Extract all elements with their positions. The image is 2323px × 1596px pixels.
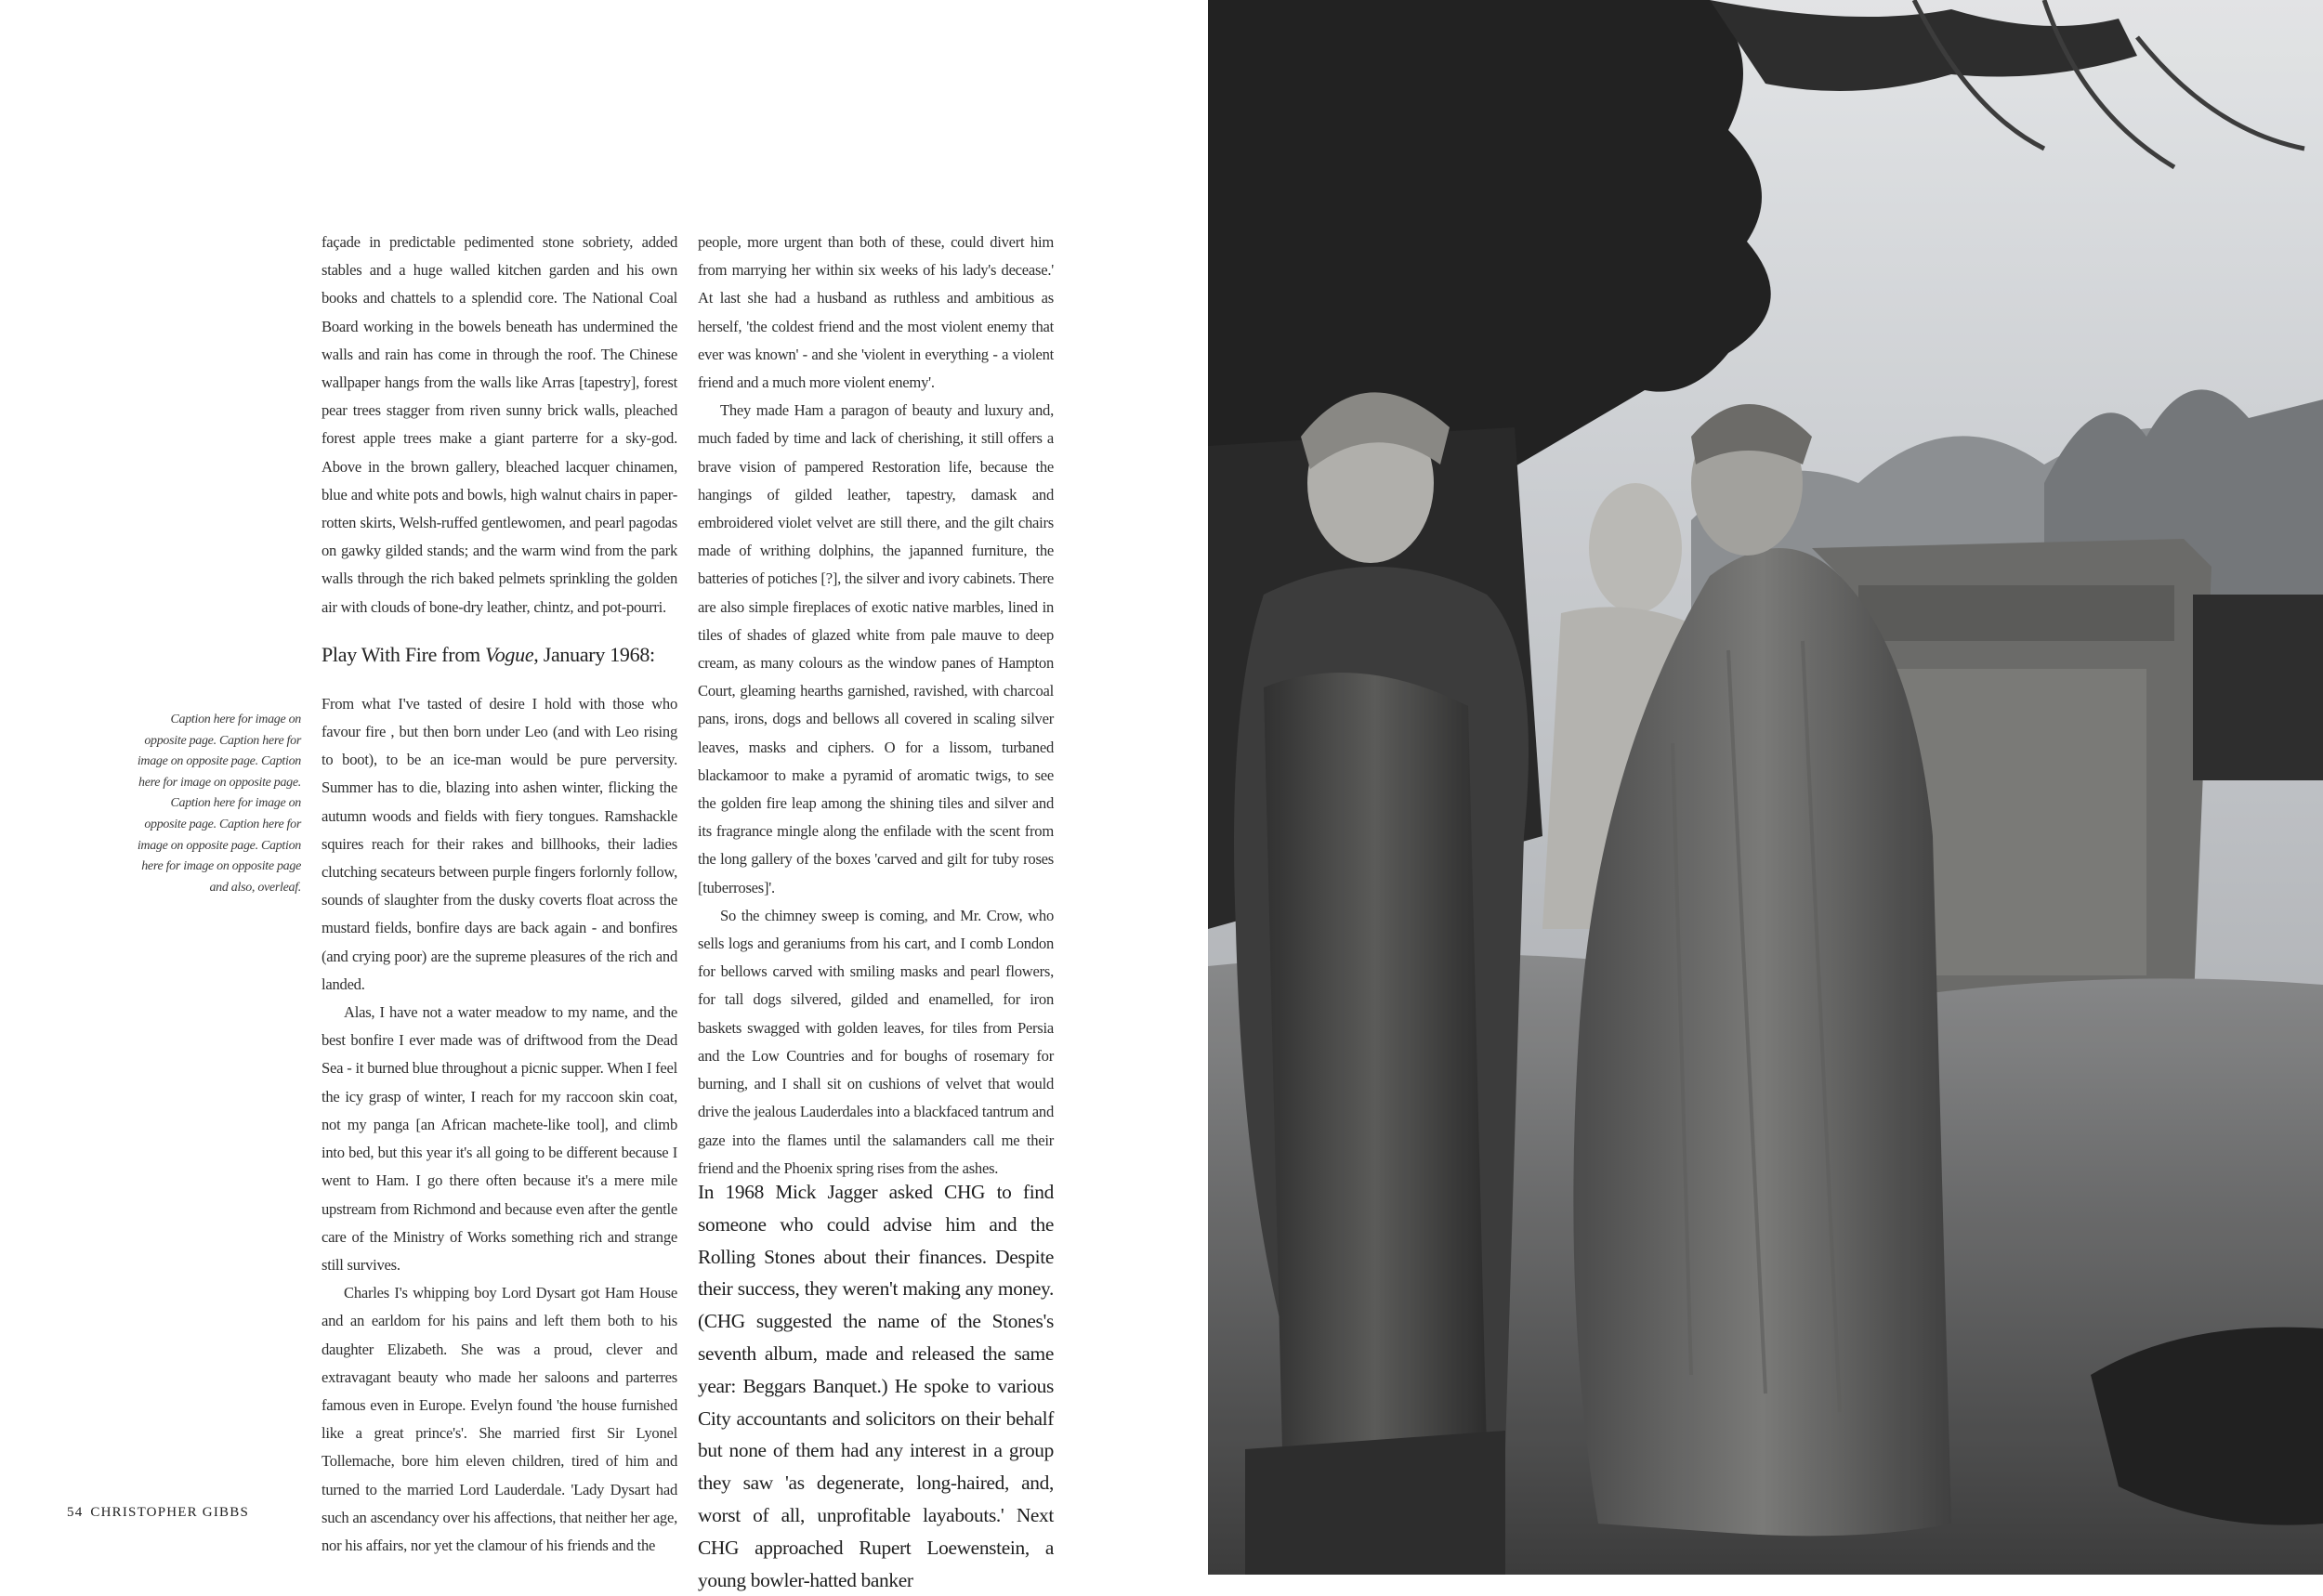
- body-paragraph: Charles I's whipping boy Lord Dysart got Ham House and an earldom for his pains and left them both to his daughter Elizabeth. She was a proud, clever and extravagant beauty who made her saloons and parterres famous even in Europe. Evelyn found 'the house furnished like a great prince's'. She married first Sir Lyonel Tollemache, bore him eleven children, tired of him and turned to the married Lord Lauderdale. 'Lady Dysart had such an ascendancy over his affections, that neither her age, nor his affairs, nor yet the clamour of his friends and the: [322, 1284, 677, 1554]
- black-and-white-photograph-icon: [1208, 0, 2323, 1575]
- running-head: CHRISTOPHER GIBBS: [90, 1505, 249, 1520]
- text-column-left: [322, 229, 677, 1560]
- subhead-italic: Vogue: [485, 642, 534, 666]
- body-paragraph: They made Ham a paragon of beauty and luxury and, much faded by time and lack of cherishing, it still offers a brave vision of pampered Restoration life, because the hangings of gilded leather, tapestry, damask and embroidered violet velvet are still there, and the gilt chairs made of writhing dolphins, the japanned furniture, the batteries of potiches [?], the silver and ivory cabinets. There are also simple fireplaces of exotic native marbles, lined in tiles of shades of glazed white from pale mauve to deep cream, as many colours as the window panes of Hampton Court, gleaming hearths garnished, ravished, with charcoal pans, irons, dogs and bellows all covered in scaling silver leaves, masks and ciphers. O for a lissom, turbaned blackamoor to make a pyramid of aromatic twigs, to see the golden fire leap among the shining tiles and silver and its fragrance mingle along the enfilade with the scent from the long gallery of the boxes 'carved and gilt for tuby roses [tuberroses]'.: [698, 401, 1054, 896]
- subhead-prefix: Play With Fire from: [322, 642, 486, 666]
- text-column-right: [698, 229, 1054, 1183]
- section-subhead: [322, 642, 677, 668]
- subhead-suffix: , January 1968:: [533, 642, 655, 666]
- lead-paragraph: In 1968 Mick Jagger asked CHG to find someone who could advise him and the Rolling Stones about their finances. Despite their success, they weren't making any money. (CHG suggested the name of the Stones's seventh album, made and released the same year: Beggars Banquet.) He spoke to various City accountants and solicitors on their behalf but none of them had any interest in a group they saw 'as degenerate, long-haired, and, worst of all, unprofitable layabouts.' Next CHG approached Rupert Loewenstein, a young bowler-hatted banker: [698, 1181, 1054, 1591]
- image-caption: Caption here for image on opposite page. Caption here for image on opposite page. Caption here for image on opposite page. Caption here for image on opposite page. Caption here for image on opposite page. Caption here for image on opposite page and also, overleaf.: [137, 713, 301, 895]
- body-paragraph: façade in predictable pedimented stone sobriety, added stables and a huge walled kitchen garden and his own books and chattels to a splendid core. The National Coal Board working in the bowels beneath has undermined the walls and rain has come in through the roof. The Chinese wallpaper hangs from the walls like Arras [tapestry], forest pear trees stagger from riven sunny brick walls, pleached forest apple trees make a giant parterre for a sky-god. Above in the brown gallery, bleached lacquer chinamen, blue and white pots and bowls, high walnut chairs in paper-rotten skirts, Welsh-ruffed gentlewomen, and pearl pagodas on gawky gilded stands; and the warm wind from the park walls through the rich baked pelmets sprinkling the golden air with clouds of bone-dry leather, chintz, and pot-pourri.: [322, 233, 677, 616]
- photograph: [1208, 0, 2323, 1575]
- body-paragraph: people, more urgent than both of these, could divert him from marrying her within six weeks of his lady's decease.' At last she had a husband as ruthless and ambitious as herself, 'the coldest friend and the most violent enemy that ever was known' - and she 'violent in everything - a violent friend and a much more violent enemy'.: [698, 233, 1054, 392]
- body-paragraph: So the chimney sweep is coming, and Mr. Crow, who sells logs and geraniums from his cart, and I comb London for bellows carved with smiling masks and pearl flowers, for tall dogs silvered, gilded and enamelled, for iron baskets swagged with golden leaves, for tiles from Persia and the Low Countries and for boughs of rosemary for burning, and I shall sit on cushions of velvet that would drive the jealous Lauderdales into a blackfaced tantrum and gaze into the flames until the salamanders call me their friend and the Phoenix spring rises from the ashes.: [698, 906, 1054, 1177]
- page-number: 54: [67, 1505, 84, 1520]
- folio: [67, 1505, 249, 1521]
- body-paragraph: Alas, I have not a water meadow to my name, and the best bonfire I ever made was of driftwood from the Dead Sea - it burned blue throughout a picnic supper. When I feel the icy grasp of winter, I reach for my raccoon skin coat, not my panga [an African machete-like tool], and climb into bed, but this year it's all going to be different because I went to Ham. I go there often because it's a mere mile upstream from Richmond and because even after the gentle care of the Ministry of Works something rich and strange still survives.: [322, 1003, 677, 1274]
- body-paragraph: From what I've tasted of desire I hold with those who favour fire , but then born under Leo (and with Leo rising to boot), to be an ice-man would be pure perversity. Summer has to die, blazing into ashen winter, flicking the autumn woods and fields with fiery tongues. Ramshackle squires reach for their rakes and billhooks, their ladies clutching secateurs between purple fingers forlornly follow, sounds of slaughter from the dusky coverts float across the mustard fields, bonfire days are back again - and bonfires (and crying poor) are the supreme pleasures of the rich and landed.: [322, 694, 677, 993]
